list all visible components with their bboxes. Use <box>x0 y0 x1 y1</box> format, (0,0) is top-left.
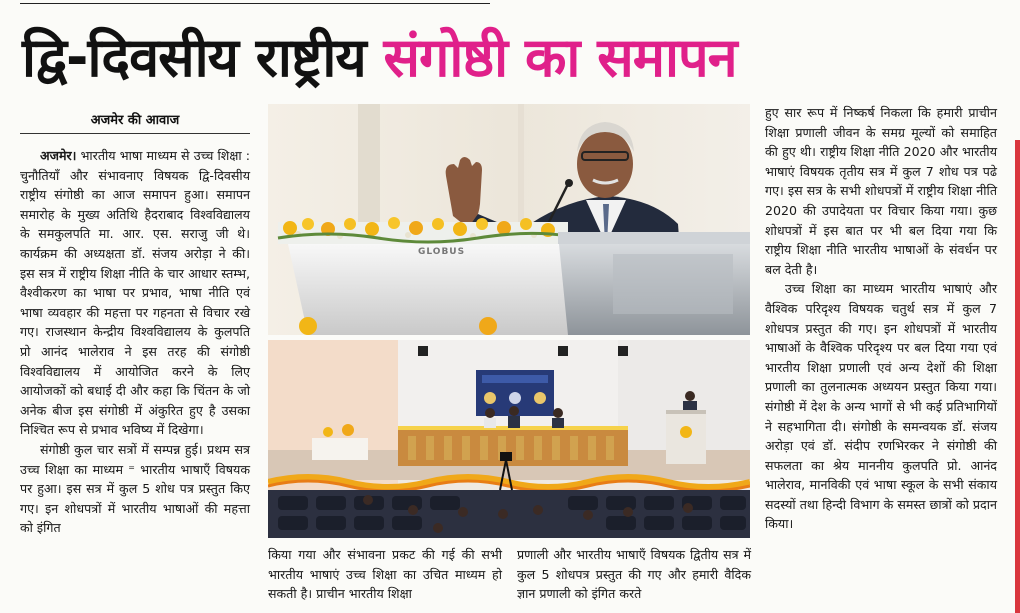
column-1 <box>20 146 250 538</box>
column-1-paragraph-1: भारतीय भाषा माध्यम से उच्च शिक्षा : चुनौतियाँ और संभावनाए विषयक द्वि-दिवसीय राष्ट्रीय संगोष्ठी का आज समापन हुआ। समापन समारोह के मुख्य अतिथि हैदराबाद विश्वविद्यालय के समकुलपति मा. आर. एस. सराजु जी थे। कार्यक्रम की अध्यक्षता डॉ. संजय अरोड़ा ने की। इस सत्र में राष्ट्रीय शिक्षा नीति के चार आधार स्तम्भ, वैश्वीकरण का भाषा पर प्रभाव, भाषा नीति एवं भाषा व्यवहार की महत्ता पर गहनता से विचार रखे गए। राजस्थान केन्द्रीय विश्वविद्यालय के कुलपति प्रो आनंद भालेराव ने इस तरह की संगोष्ठी विश्वविद्यालय में आयोजित करने के लिए आयोजकों को बधाई दी और कहा कि चिंतन के जो अनेक बीज इस संगोष्ठी में अंकुरित हुए है उसका निश्चित रूप से प्रभाव भविष्य में दिखेगा। <box>20 148 250 438</box>
column-4-paragraph-1: हुए सार रूप में निष्कर्ष निकला कि हमारी प्राचीन शिक्षा प्रणाली जीवन के समग्र मूल्यों को समाहित की हुए थी। राष्ट्रीय शिक्षा नीति 2020 और भारतीय भाषाएं विषयक तृतीय सत्र में कुल 7 शोध पत्र पढे गए। इस सत्र के सभी शोधपत्रों में राष्ट्रीय शिक्षा नीति 2020 की उपादेयता पर विचार किया गया। कुछ शोधपत्रों में इस बात पर भी बल दिया गया कि राष्ट्रीय शिक्षा नीति भारतीय भाषाओं के संवर्धन पर बल देती है। <box>765 105 997 277</box>
column-2-text: किया गया और संभावना प्रकट की गई की सभी भारतीय भाषाएं उच्च शिक्षा का उचित माध्यम हो सकती है। प्राचीन भारतीय शिक्षा <box>268 547 502 602</box>
column-1-paragraph-2: संगोष्ठी कुल चार सत्रों में सम्पन्न हुई। प्रथम सत्र उच्च शिक्षा का माध्यम ⁼ भारतीय भाषाएँ विषयक पर हुआ। इस सत्र में कुल 5 शोध पत्र प्रस्तुत किए गए। इन शोधपत्रों में भारतीय भाषाओं की महत्ता को इंगित <box>20 441 250 536</box>
dateline: अजमेर। <box>40 148 77 163</box>
headline-black: द्वि-दिवसीय राष्ट्रीय <box>22 26 366 89</box>
right-edge-bar <box>1015 140 1020 613</box>
headline-pink: संगोष्ठी का समापन <box>383 26 737 89</box>
column-3-text: प्रणाली और भारतीय भाषाएँ विषयक द्वितीय सत्र में कुल 5 शोधपत्र प्रस्तुत की गए और हमारी वैदिक ज्ञान प्रणाली को इंगित करते <box>517 547 751 602</box>
column-2 <box>268 545 502 604</box>
column-3 <box>517 545 751 604</box>
top-rule <box>20 0 490 4</box>
headline <box>22 18 737 98</box>
photo-auditorium <box>268 340 750 538</box>
photo-speaker-at-podium <box>268 104 750 335</box>
byline: अजमेर की आवाज <box>20 110 250 134</box>
column-4-paragraph-2: उच्च शिक्षा का माध्यम भारतीय भाषाएं और वैश्विक परिदृश्य विषयक चतुर्थ सत्र में कुल 7 शोधपत्र प्रस्तुत की गए। इन शोधपत्रों में भारतीय भाषाओं के वैश्विक परिदृश्य पर बल दिया गया एवं भारतीय शिक्षा प्रणाली एवं अन्य देशों की शिक्षा प्रणाली का तुलनात्मक अध्ययन प्रस्तुत किया गया। संगोष्ठी में देश के अन्य भागों से भी कई प्रतिभागियों ने सहभागिता दी। संगोष्ठी के समन्वयक डॉ. संजय अरोड़ा एवं डॉ. संदीप रणभिरकर ने संगोष्ठी की सफलता का श्रेय माननीय कुलपति प्रो. आनंद भालेराव, मानविकी एवं भाषा स्कूल के सभी संकाय सदस्यों तथा हिन्दी विभाग के समस्त छात्रों को प्रदान किया। <box>765 281 997 532</box>
column-4 <box>765 103 997 534</box>
podium-logo-text: GLOBUS <box>418 247 466 257</box>
